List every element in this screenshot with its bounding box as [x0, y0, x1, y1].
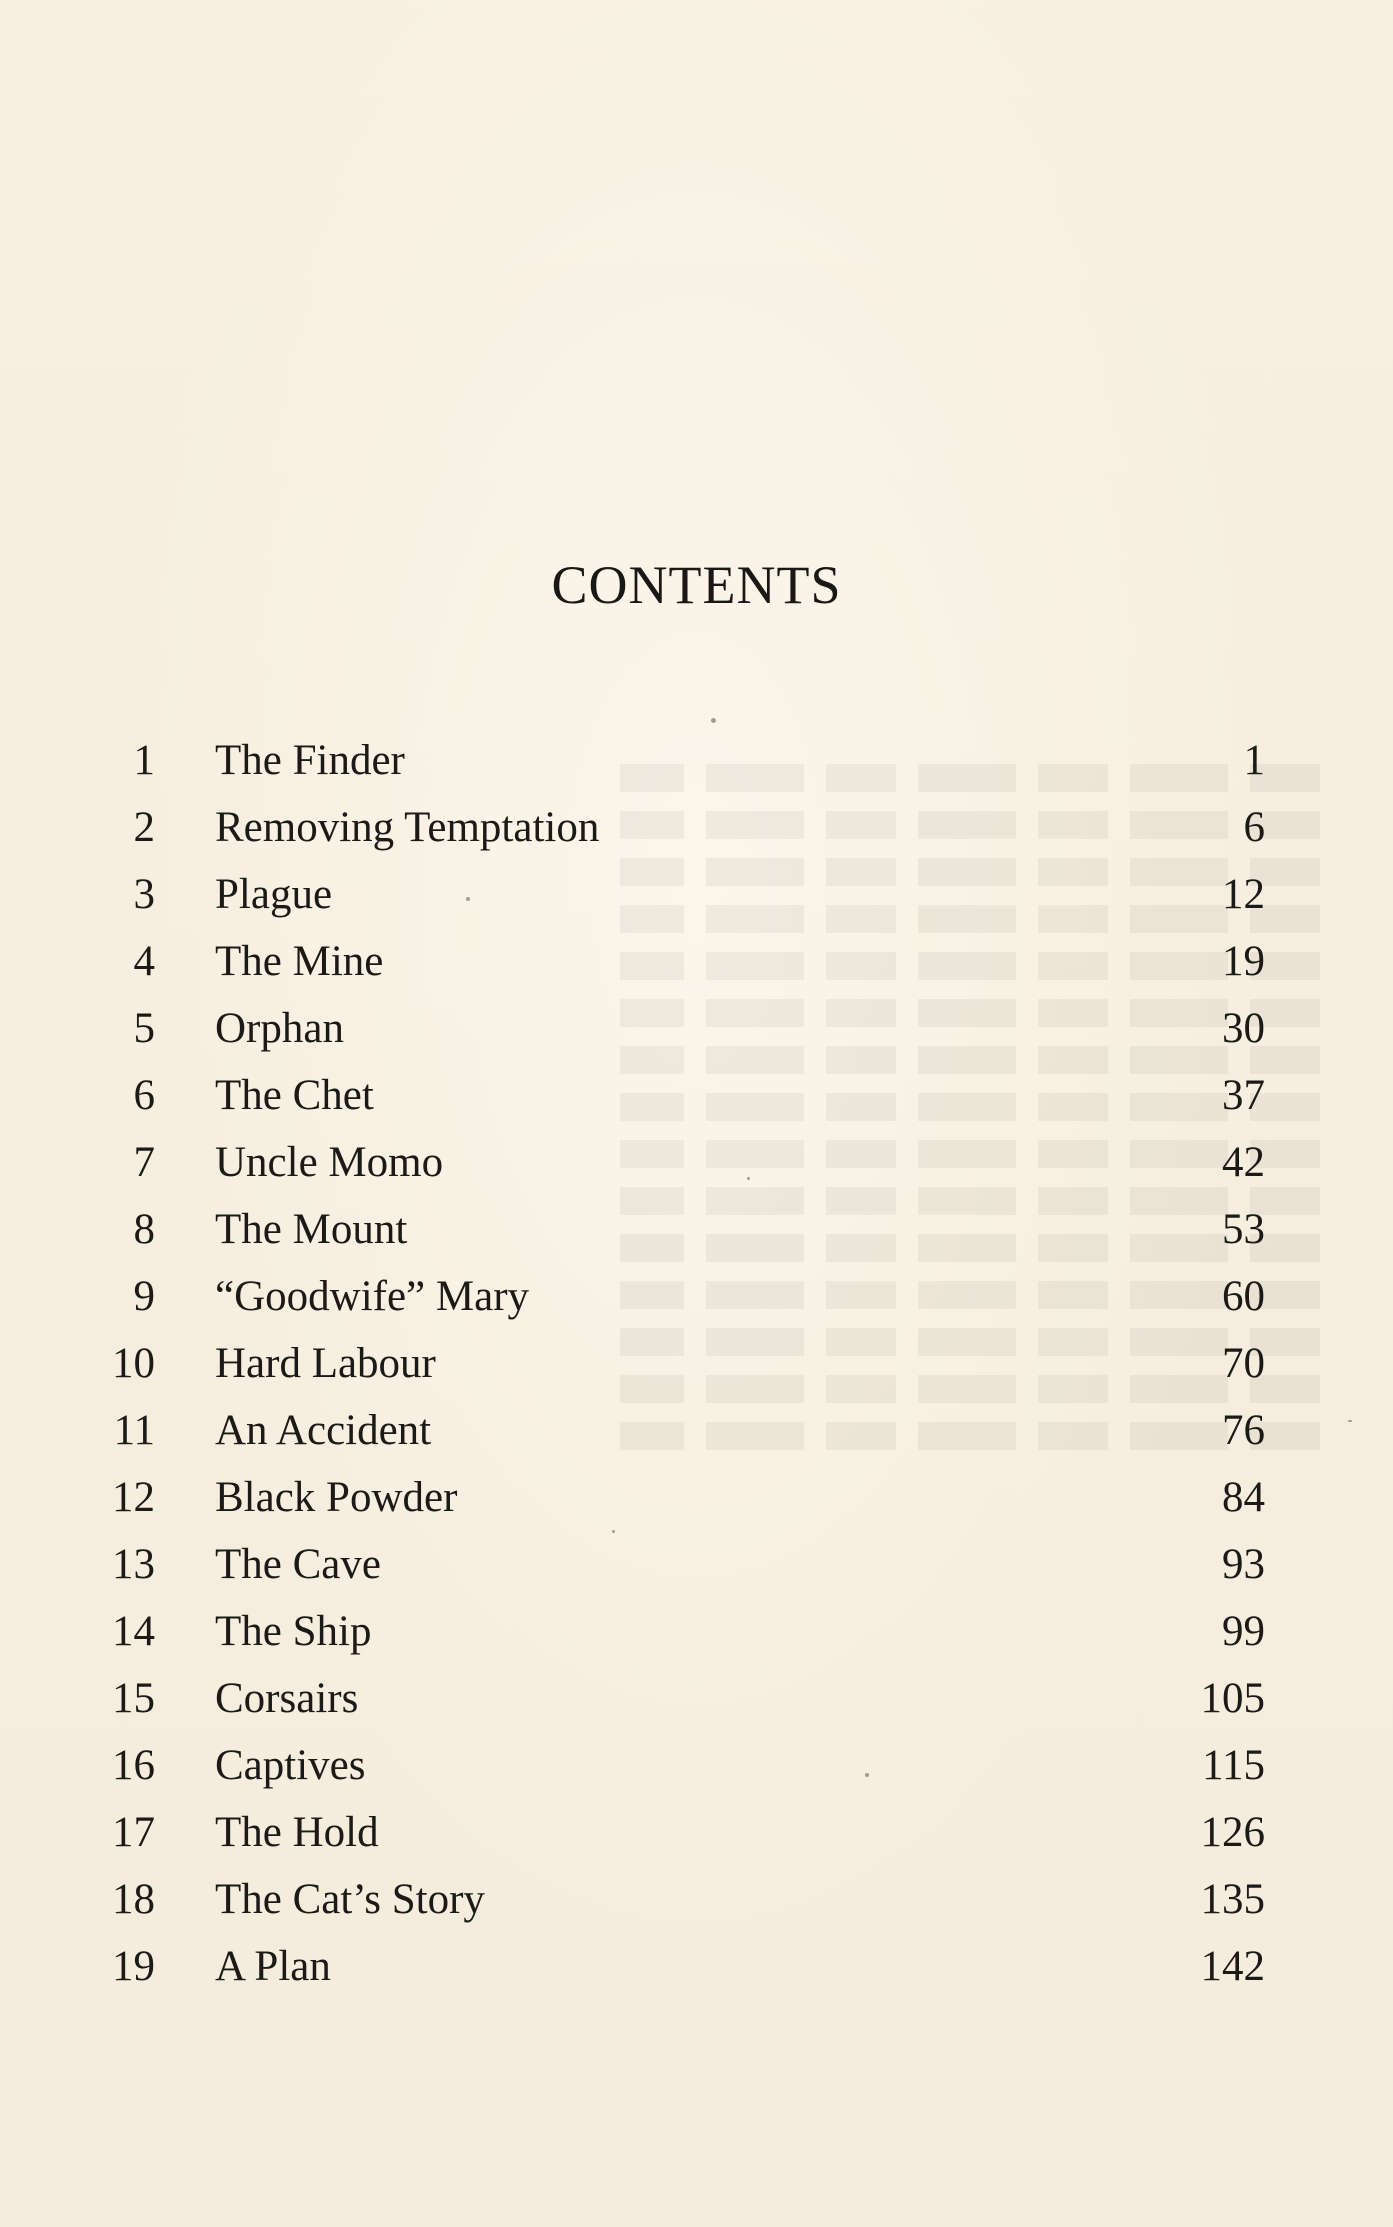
toc-entry — [0, 1933, 1393, 2000]
chapter-title: Corsairs — [215, 1675, 359, 1722]
chapter-number: 3 — [133, 871, 155, 918]
toc-entry — [0, 1531, 1393, 1598]
chapter-title: The Ship — [215, 1608, 372, 1655]
toc-entry — [0, 1799, 1393, 1866]
chapter-title: Orphan — [215, 1005, 344, 1052]
chapter-title: The Hold — [215, 1809, 379, 1856]
chapter-number: 2 — [133, 804, 155, 851]
chapter-title: Hard Labour — [215, 1340, 436, 1387]
chapter-title: Black Powder — [215, 1474, 458, 1521]
print-speck — [711, 718, 716, 723]
page-number: 42 — [1222, 1139, 1265, 1186]
toc-entry — [0, 861, 1393, 928]
chapter-title: “Goodwife” Mary — [215, 1273, 530, 1320]
chapter-title: A Plan — [215, 1943, 331, 1990]
chapter-title: The Finder — [215, 737, 405, 784]
toc-entry — [0, 1196, 1393, 1263]
page-number: 76 — [1222, 1407, 1265, 1454]
chapter-number: 15 — [112, 1675, 155, 1722]
chapter-title: The Mount — [215, 1206, 408, 1253]
page-number: 6 — [1243, 804, 1265, 851]
chapter-number: 16 — [112, 1742, 155, 1789]
chapter-number: 5 — [133, 1005, 155, 1052]
toc-entry — [0, 1732, 1393, 1799]
toc-entry — [0, 1866, 1393, 1933]
toc-entry — [0, 1665, 1393, 1732]
toc-entry — [0, 1330, 1393, 1397]
chapter-number: 19 — [112, 1943, 155, 1990]
table-of-contents — [0, 727, 1393, 2000]
page-number: 70 — [1222, 1340, 1265, 1387]
chapter-title: The Cat’s Story — [215, 1876, 485, 1923]
toc-entry — [0, 794, 1393, 861]
toc-entry — [0, 1129, 1393, 1196]
print-speck — [612, 1530, 615, 1533]
chapter-number: 7 — [133, 1139, 155, 1186]
chapter-number: 13 — [112, 1541, 155, 1588]
chapter-title: The Cave — [215, 1541, 381, 1588]
chapter-number: 18 — [112, 1876, 155, 1923]
page-number: 105 — [1200, 1675, 1265, 1722]
print-speck — [1348, 1420, 1352, 1422]
toc-entry — [0, 928, 1393, 995]
page-number: 115 — [1202, 1742, 1265, 1789]
print-speck — [747, 1177, 750, 1180]
page-number: 19 — [1222, 938, 1265, 985]
toc-entry — [0, 1598, 1393, 1665]
chapter-number: 10 — [112, 1340, 155, 1387]
toc-entry — [0, 727, 1393, 794]
toc-entry — [0, 1397, 1393, 1464]
toc-entry — [0, 1464, 1393, 1531]
page-number: 1 — [1243, 737, 1265, 784]
page-title: CONTENTS — [551, 555, 842, 615]
chapter-number: 1 — [133, 737, 155, 784]
chapter-number: 14 — [112, 1608, 155, 1655]
chapter-title: The Mine — [215, 938, 384, 985]
chapter-title: An Accident — [215, 1407, 432, 1454]
chapter-title: Uncle Momo — [215, 1139, 444, 1186]
chapter-number: 8 — [133, 1206, 155, 1253]
page-number: 135 — [1200, 1876, 1265, 1923]
chapter-number: 12 — [112, 1474, 155, 1521]
toc-entry — [0, 1263, 1393, 1330]
page-number: 12 — [1222, 871, 1265, 918]
chapter-number: 4 — [133, 938, 155, 985]
chapter-title: Plague — [215, 871, 333, 918]
chapter-number: 17 — [112, 1809, 155, 1856]
print-speck — [466, 897, 470, 901]
chapter-title: Removing Temptation — [215, 804, 600, 851]
page-number: 84 — [1222, 1474, 1265, 1521]
page-number: 126 — [1200, 1809, 1265, 1856]
chapter-number: 6 — [133, 1072, 155, 1119]
page-number: 30 — [1222, 1005, 1265, 1052]
page-number: 142 — [1200, 1943, 1265, 1990]
page-number: 99 — [1222, 1608, 1265, 1655]
chapter-number: 9 — [133, 1273, 155, 1320]
toc-entry — [0, 1062, 1393, 1129]
page-number: 53 — [1222, 1206, 1265, 1253]
chapter-title: The Chet — [215, 1072, 374, 1119]
toc-entry — [0, 995, 1393, 1062]
page-number: 37 — [1222, 1072, 1265, 1119]
chapter-number: 11 — [113, 1407, 155, 1454]
page-number: 60 — [1222, 1273, 1265, 1320]
print-speck — [865, 1773, 869, 1777]
page-number: 93 — [1222, 1541, 1265, 1588]
chapter-title: Captives — [215, 1742, 366, 1789]
